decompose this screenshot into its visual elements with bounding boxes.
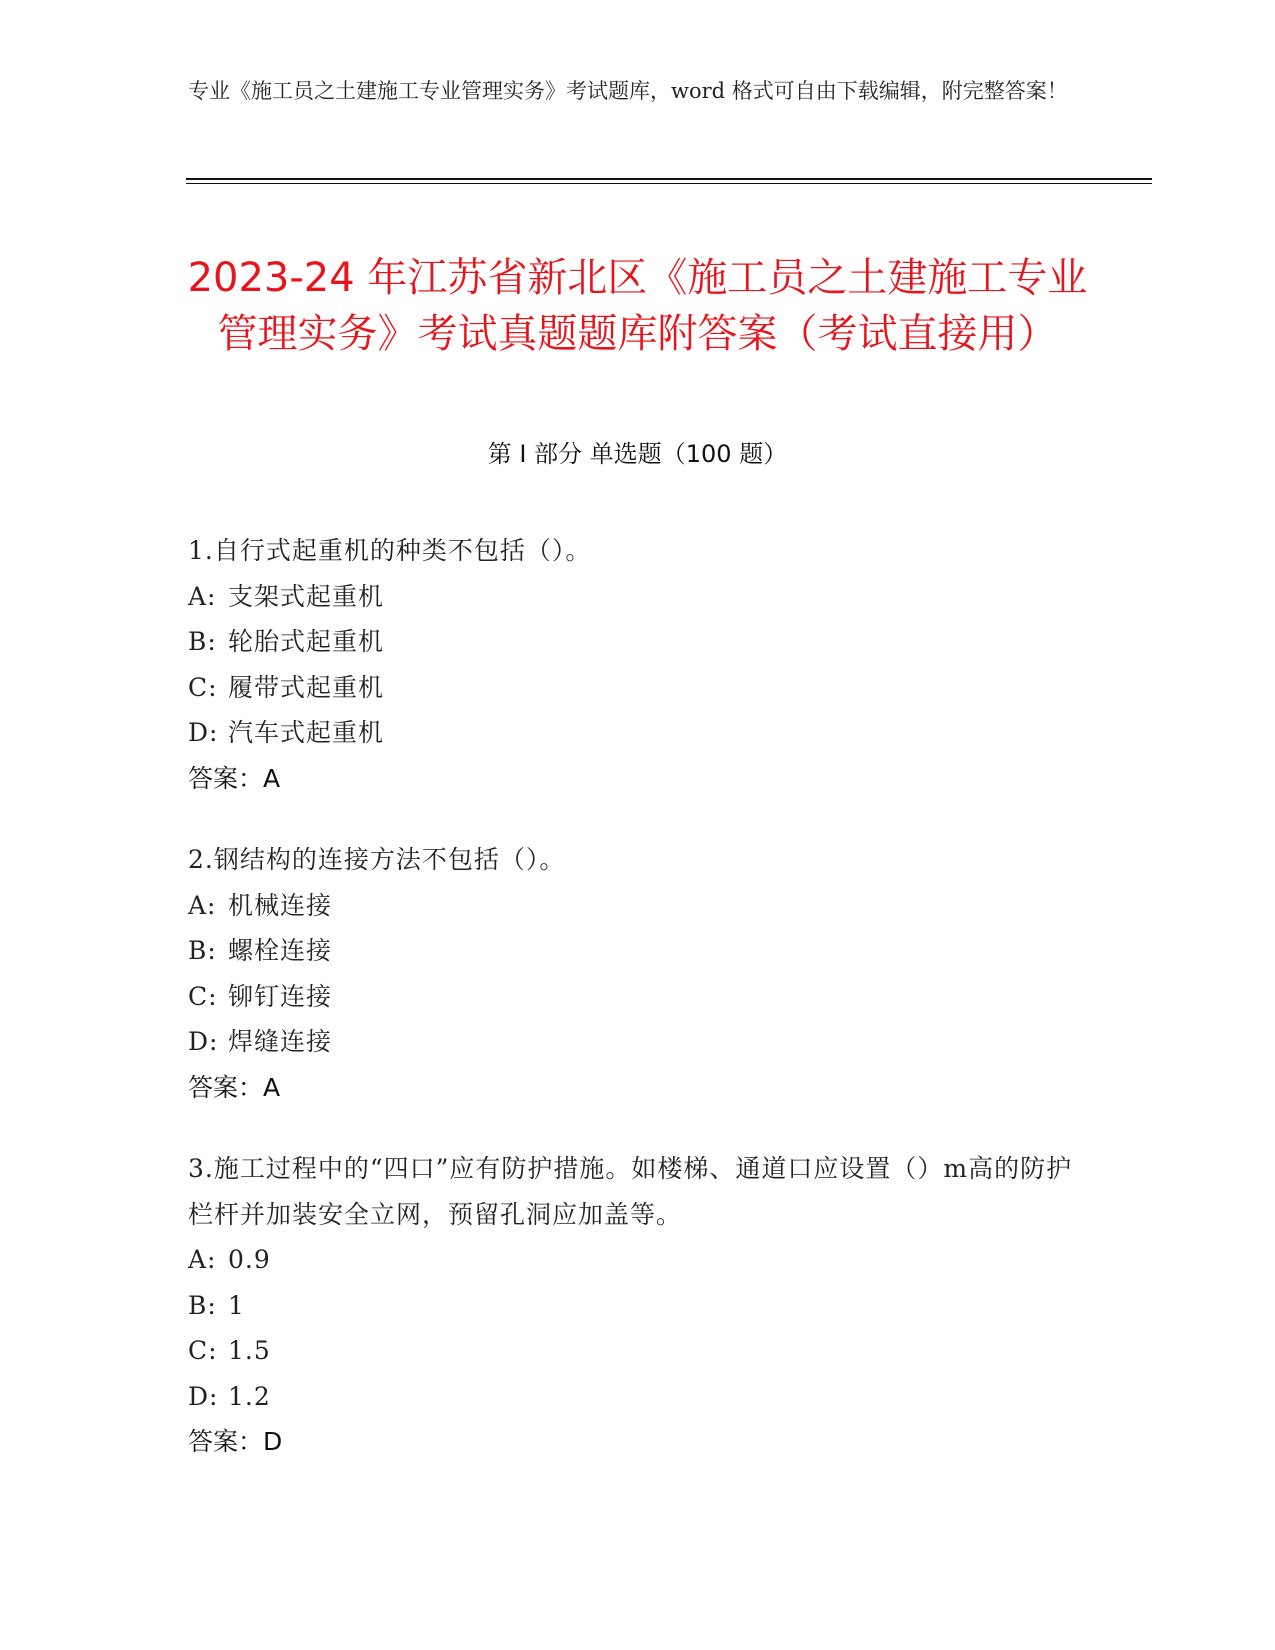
option-a <box>188 1237 1088 1283</box>
answer-label: 答案： <box>188 1427 264 1456</box>
answer-line <box>188 756 1088 802</box>
option-label: A: <box>188 581 217 611</box>
question-stem: 1.自行式起重机的种类不包括（）。 <box>188 536 592 565</box>
option-text: 焊缝连接 <box>228 1027 333 1056</box>
document-title: 2023-24 年江苏省新北区《施工员之土建施工专业管理实务》考试真题题库附答案（考试直接用） <box>187 254 1088 357</box>
answer-value: A <box>263 1072 281 1102</box>
header-note: 专业《施工员之土建施工专业管理实务》考试题库，word 格式可自由下载编辑，附完整答案！ <box>188 79 1068 103</box>
option-text: 轮胎式起重机 <box>228 627 385 656</box>
option-c <box>188 974 1088 1020</box>
question-stem: 3.施工过程中的“四口”应有防护措施。如楼梯、通道口应设置（）m高的防护栏杆并加装安全立网，预留孔洞应加盖等。 <box>188 1154 1073 1229</box>
option-label: A: <box>188 890 217 920</box>
option-text: 1.2 <box>228 1381 271 1411</box>
option-b <box>188 1283 1088 1329</box>
option-label: A: <box>188 1245 217 1274</box>
option-label: D: <box>188 718 219 747</box>
option-text: 机械连接 <box>228 890 333 920</box>
question-stem: 2.钢结构的连接方法不包括（）。 <box>188 845 566 874</box>
question-1 <box>188 528 1088 801</box>
header-divider-thin <box>186 183 1152 184</box>
option-text: 1 <box>228 1290 245 1320</box>
option-c <box>188 1328 1088 1374</box>
option-label: C: <box>188 1336 218 1365</box>
answer-label: 答案： <box>188 1072 264 1102</box>
option-label: C: <box>188 672 218 702</box>
option-label: B: <box>188 627 217 656</box>
option-text: 铆钉连接 <box>228 981 333 1011</box>
answer-line <box>188 1419 1088 1465</box>
answer-label: 答案： <box>188 763 264 793</box>
question-3 <box>188 1146 1088 1465</box>
option-text: 履带式起重机 <box>228 672 385 702</box>
option-text: 支架式起重机 <box>228 581 385 611</box>
option-c <box>188 665 1088 711</box>
option-label: B: <box>188 936 217 965</box>
answer-value: D <box>263 1427 283 1456</box>
option-d <box>188 1019 1088 1065</box>
option-d <box>188 710 1088 756</box>
option-label: C: <box>188 981 218 1011</box>
option-d <box>188 1374 1088 1420</box>
option-label: B: <box>188 1290 217 1320</box>
option-text: 0.9 <box>228 1245 271 1274</box>
option-text: 1.5 <box>228 1336 271 1365</box>
header-divider <box>186 178 1152 180</box>
question-list <box>188 528 1088 1501</box>
option-b <box>188 928 1088 974</box>
answer-line <box>188 1065 1088 1111</box>
section-title: 第 I 部分 单选题（100 题） <box>487 440 788 468</box>
option-text: 螺栓连接 <box>228 936 333 965</box>
option-a <box>188 883 1088 929</box>
answer-value: A <box>263 763 281 793</box>
option-a <box>188 574 1088 620</box>
option-label: D: <box>188 1027 219 1056</box>
option-b <box>188 619 1088 665</box>
option-text: 汽车式起重机 <box>228 718 385 747</box>
question-2 <box>188 837 1088 1110</box>
option-label: D: <box>188 1381 219 1411</box>
